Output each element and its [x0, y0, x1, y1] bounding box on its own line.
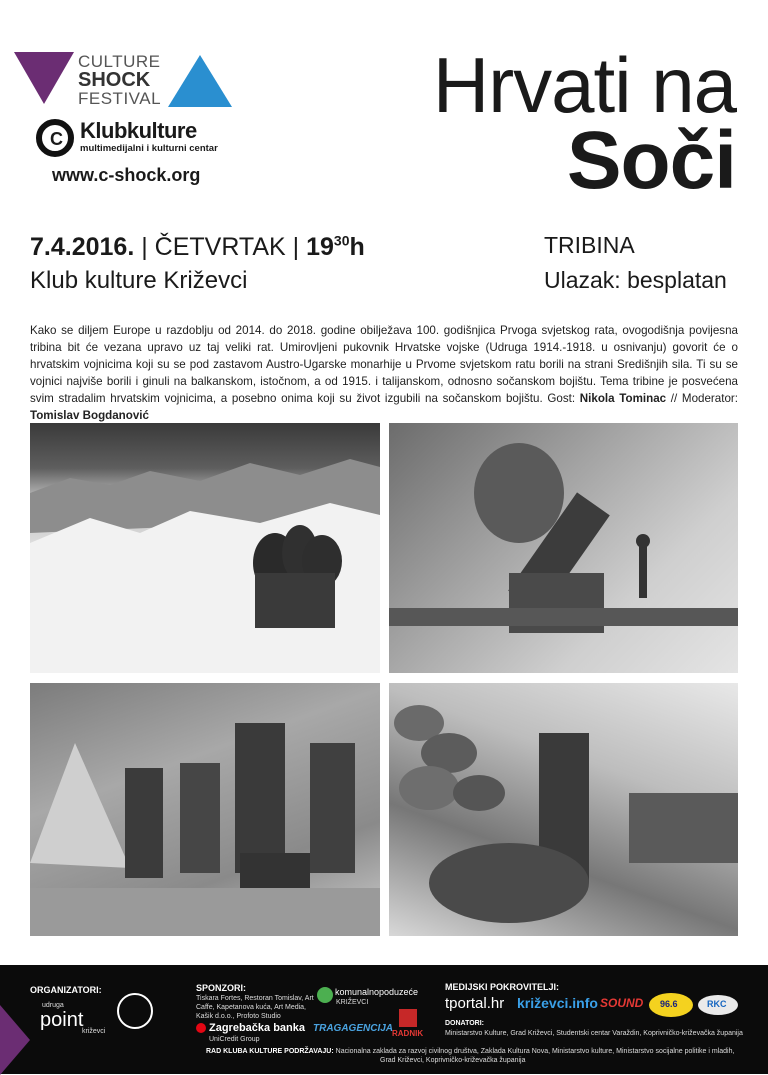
support-text-2: Grad Križevci, Koprivničko-križevačka županija — [380, 1057, 526, 1064]
website-link[interactable]: www.c-shock.org — [52, 165, 201, 185]
media-sound: SOUND — [600, 996, 644, 1010]
photo-soldiers-in-snow — [30, 423, 380, 673]
sponsor-komunalno: komunalnopoduzeće — [335, 987, 419, 997]
purple-corner-decoration — [0, 1005, 30, 1075]
organizer-point-logo: point — [40, 1009, 84, 1031]
zaba-logo-icon — [196, 1023, 206, 1033]
klub-kulture-name: Klubkulture — [80, 118, 197, 143]
sponsor-trag: TRAGAGENCIJA — [313, 1023, 394, 1034]
guest-name: Nikola Tominac — [579, 392, 667, 405]
event-time-suffix: h — [349, 233, 365, 261]
rkc-logo-icon — [698, 995, 738, 1015]
moderator-name: Tomislav Bogdanović — [30, 409, 149, 422]
organizer-point-city: križevci — [82, 1028, 106, 1035]
event-venue: Klub kulture Križevci — [30, 267, 248, 294]
media-sponsors-label: MEDIJSKI POKROVITELJI: — [445, 982, 560, 992]
event-description — [30, 322, 738, 424]
sponsor-radnik: RADNIK — [392, 1029, 424, 1038]
donors-label: DONATORI: — [445, 1020, 485, 1027]
moderator-label: // Moderator: — [670, 392, 738, 405]
festival-line3: FESTIVAL — [78, 89, 162, 108]
organizers-label: ORGANIZATORI: — [30, 985, 102, 995]
organizer-emblem-icon — [117, 993, 153, 1029]
radio-logo-icon — [649, 993, 693, 1017]
poster-title-line2: Soči — [566, 115, 736, 206]
support-text-line — [206, 1047, 746, 1056]
footer-sponsors-bar — [0, 965, 768, 1074]
festival-line2: SHOCK — [78, 69, 151, 91]
event-date: 7.4.2016. — [30, 233, 135, 261]
media-rkc: RKC — [707, 999, 727, 1009]
poster-title-line1: Hrvati na — [432, 41, 736, 129]
photo-trench-sandbags — [389, 683, 738, 936]
sponsor-zaba-sub: UniCredit Group — [209, 1036, 260, 1043]
support-label: RAD KLUBA KULTURE PODRŽAVAJU: — [206, 1048, 334, 1055]
sponsors-label: SPONZORI: — [196, 983, 247, 993]
event-type: TRIBINA — [544, 232, 635, 258]
media-krizevci-info: križevci.info — [517, 995, 598, 1011]
event-day: ČETVRTAK — [154, 233, 286, 261]
photo-soldiers-group-tent — [30, 683, 380, 936]
festival-logo-triangle-right — [168, 55, 232, 107]
support-text: Nacionalna zaklada za razvoj civilnog društva, Zaklada Kultura Nova, Ministarstvo kulture, Ministarstvo socijalne politike i mladih, — [335, 1048, 735, 1055]
event-entry: Ulazak: besplatan — [544, 267, 727, 293]
sponsor-komunalno-city: KRIŽEVCI — [336, 999, 369, 1006]
organizer-point-small: udruga — [42, 1002, 64, 1009]
event-datetime: 7.4.2016. | ČETVRTAK | $19^{30}h$ — [30, 232, 365, 261]
komunalno-logo-icon — [317, 987, 333, 1003]
sponsor-zaba: Zagrebačka banka — [209, 1022, 305, 1034]
sponsors-text: Tiskara Fortes, Restoran Tomislav, Art Caffe, Kapetanova kuća, Art Media, Kašik d.o.o., Profoto Studio — [196, 995, 314, 1020]
media-radio: 96.6 — [660, 999, 678, 1009]
description-text: Kako se diljem Europe u razdoblju od 2014. do 2018. godine obilježava 100. godišnjica Prvoga svjetskog rata, ovogodišnja povijesna tribina bit će vezana upravo uz taj veliki rat. Umirovljeni pukovnik Hrvatske vojske (Udruga 1914.-1918. u osnivanju) govorit će o hrvatskim vojnicima koji su se pod zastavom Austro-Ugarske monarhije u Prvome svjetskom ratu borili na strani Središnjih sila. Ti su se vojnici najviše borili i ginuli na balkanskom, istočnom, a od 1915. i talijanskom, odnosno sočanskom bojištu. Tema tribine je posvećena svim stradalim hrvatskim vojnicima, a posebno onima koji su život izgubili na sočanskom bojištu. Gost: — [30, 324, 738, 405]
media-tportal: tportal.hr — [445, 995, 505, 1012]
klub-kulture-subtitle: multimedijalni i kulturni centar — [80, 143, 218, 154]
event-time-hour: 19 — [306, 233, 334, 261]
radnik-logo-icon — [399, 1009, 417, 1027]
festival-logo-text — [78, 53, 161, 107]
donors-text: Ministarstvo Kulture, Grad Križevci, Studentski centar Varaždin, Koprivničko-križevačka županija — [445, 1030, 743, 1037]
photo-artillery-gun — [389, 423, 738, 673]
festival-line1: CULTURE — [78, 52, 161, 71]
event-time-minutes: 30 — [333, 232, 350, 249]
klub-kulture-logo-icon: C — [36, 119, 74, 157]
festival-logo-triangle-left — [14, 52, 74, 104]
